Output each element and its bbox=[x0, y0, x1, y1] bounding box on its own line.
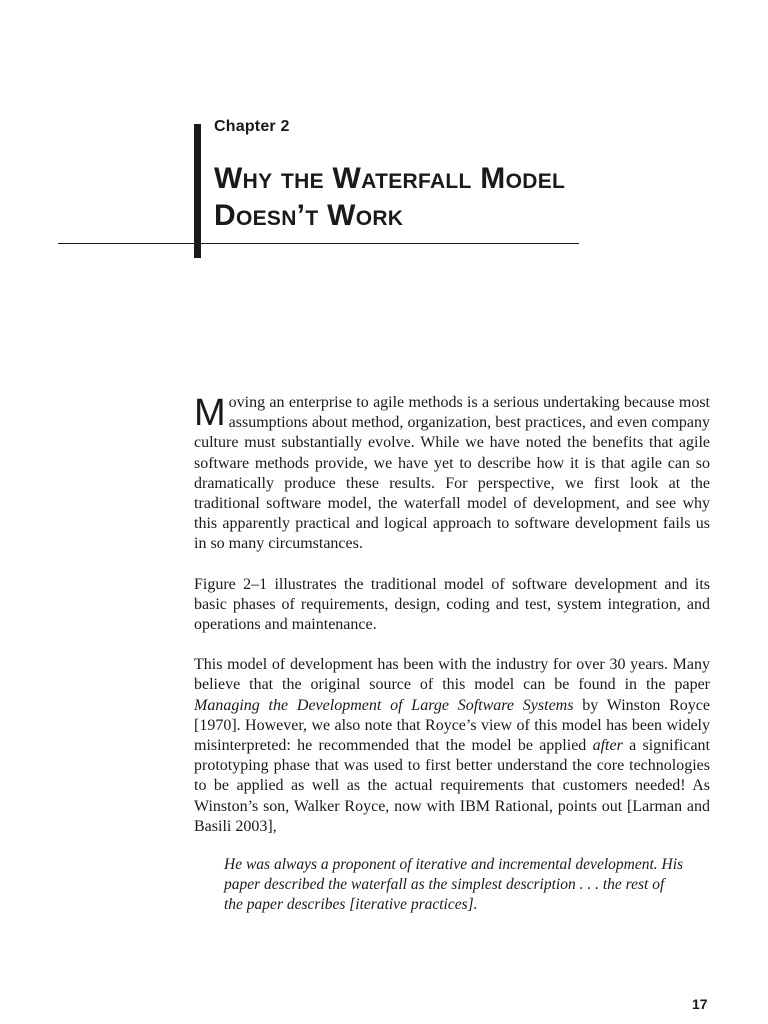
page-number: 17 bbox=[692, 996, 708, 1012]
paragraph-3-part-c: a significant prototyping phase that was used to first better understand the core technologies to be applied as well as the actual requirements that customers needed! As Winston’s son, Walker Royce, now with IBM Rational, points out [Larman and Basili 2003], bbox=[194, 737, 711, 835]
chapter-heading-bar bbox=[194, 124, 201, 258]
chapter-title-line-2: Doesn’t Work bbox=[214, 199, 404, 232]
chapter-label: Chapter 2 bbox=[214, 118, 290, 135]
chapter-heading-rule bbox=[58, 243, 579, 244]
paragraph-2: Figure 2–1 illustrates the traditional model of software development and its basic phases of requirements, design, coding and test, system integration, and operations and maintenance. bbox=[194, 575, 710, 634]
paragraph-3 bbox=[194, 655, 710, 837]
cited-paper-title: Managing the Development of Large Software Systems bbox=[194, 696, 574, 714]
body-text bbox=[194, 393, 710, 916]
chapter-title-line-1: Why the Waterfall Model bbox=[214, 162, 566, 195]
paragraph-3-part-b: by Winston Royce [1970]. However, we also note that Royce’s view of this model has been widely misinterpreted: he recommended that the model be applied bbox=[194, 696, 710, 755]
drop-cap: M bbox=[194, 392, 226, 434]
chapter-title bbox=[214, 160, 634, 234]
paragraph-1 bbox=[194, 393, 710, 555]
block-quote: He was always a proponent of iterative and incremental development. His paper described the waterfall as the simplest description . . . the rest of the paper describes [iterative practices]. bbox=[224, 856, 684, 914]
emphasis-after: after bbox=[592, 737, 623, 755]
paragraph-1-text: oving an enterprise to agile methods is a serious undertaking because most assumptions about method, organization, best practices, and even company culture must substantially evolve. While we have noted the benefits that agile software methods provide, we have yet to describe how it is that agile can so dramatically produce these results. For perspective, we first look at the traditional software model, the waterfall model of development, and see why this apparently practical and logical approach to software development fails us in so many circumstances. bbox=[194, 394, 710, 553]
paragraph-3-part-a: This model of development has been with the industry for over 30 years. Many believe that the original source of this model can be found in the paper bbox=[194, 656, 710, 694]
